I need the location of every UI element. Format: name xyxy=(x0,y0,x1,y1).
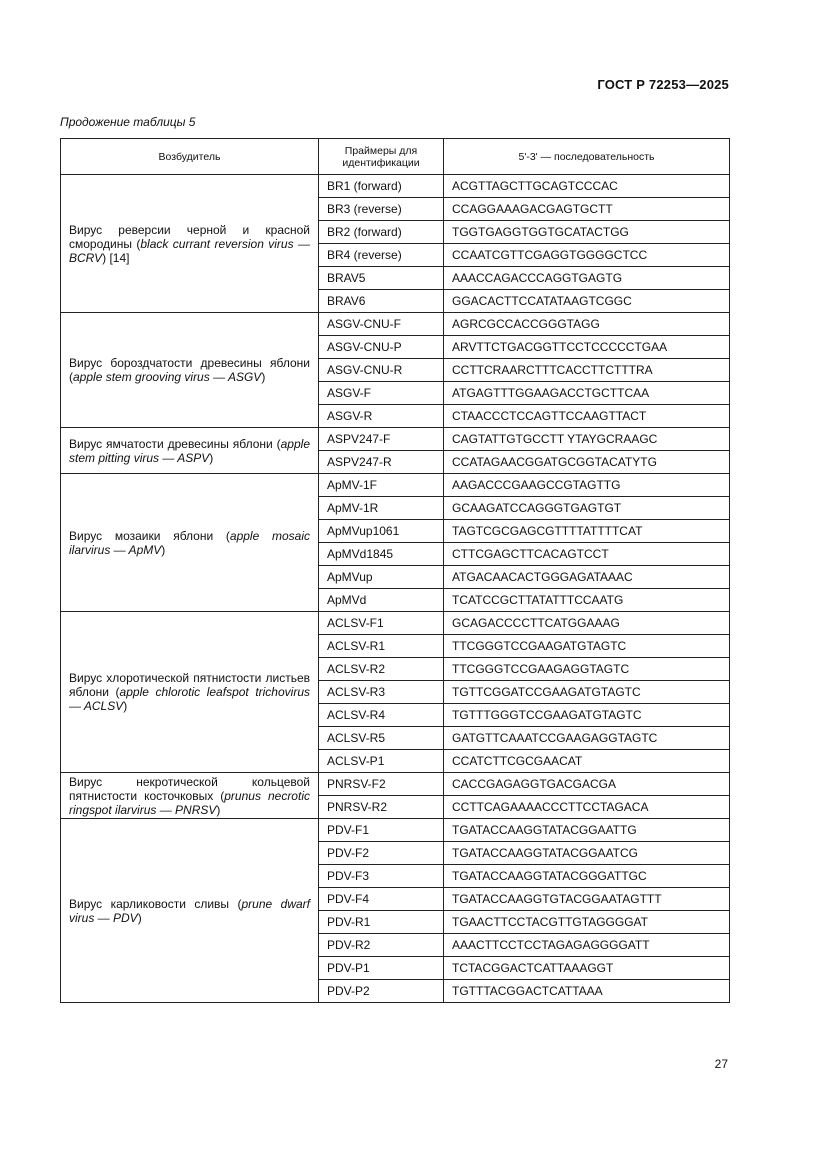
pathogen-name-suffix: ) [14] xyxy=(102,250,130,265)
table-row xyxy=(61,474,730,497)
primer-name-cell: ApMVd1845 xyxy=(319,543,444,566)
pathogen-latin-name: apple chlorotic leafspot trichovirus — ACLSV xyxy=(69,685,310,713)
sequence-cell: TGATACCAAGGTGTACGGAATAGTTT xyxy=(444,888,730,911)
sequence-cell: CCAATCGTTCGAGGTGGGGCTCC xyxy=(444,244,730,267)
sequence-cell: TGTTTACGGACTCATTAAA xyxy=(444,980,730,1003)
primer-name-cell: ApMVd xyxy=(319,589,444,612)
sequence-cell: TCATCCGCTTATATTTCCAATG xyxy=(444,589,730,612)
sequence-cell: TGTTTGGGTCCGAAGATGTAGTC xyxy=(444,704,730,727)
sequence-cell: ACGTTAGCTTGCAGTCCCAC xyxy=(444,175,730,198)
page-number: 27 xyxy=(714,1057,728,1071)
sequence-cell: CTTCGAGCTTCACAGTCCT xyxy=(444,543,730,566)
pathogen-name-suffix: ) xyxy=(261,370,266,384)
sequence-cell: TGAACTTCCTACGTTGTAGGGGAT xyxy=(444,911,730,934)
primer-name-cell: ASGV-CNU-F xyxy=(319,313,444,336)
table-header-row xyxy=(61,139,730,175)
sequence-cell: CCAGGAAAGACGAGTGCTT xyxy=(444,198,730,221)
pathogen-name: Вирус карликовости сливы ( xyxy=(69,896,242,911)
primer-name-cell: PDV-P2 xyxy=(319,980,444,1003)
sequence-cell: TGATACCAAGGTATACGGGATTGC xyxy=(444,865,730,888)
pathogen-name: Вирус некротической кольцевой пятнистости косточковых ( xyxy=(69,774,310,803)
primer-name-cell: ACLSV-R1 xyxy=(319,635,444,658)
pathogen-latin-name: prunus necrotic ringspot ilarvirus — PNRSV xyxy=(69,788,310,817)
pathogen-latin-name: apple mosaic ilarvirus — ApMV xyxy=(69,528,310,557)
primer-name-cell: PDV-F4 xyxy=(319,888,444,911)
pathogen-cell xyxy=(61,313,319,428)
pathogen-cell xyxy=(61,612,319,773)
primer-name-cell: BRAV6 xyxy=(319,290,444,313)
sequence-cell: TGTTCGGATCCGAAGATGTAGTC xyxy=(444,681,730,704)
table-row xyxy=(61,773,730,796)
sequence-cell: CACCGAGAGGTGACGACGA xyxy=(444,773,730,796)
primer-name-cell: PDV-P1 xyxy=(319,957,444,980)
primer-name-cell: ASGV-CNU-P xyxy=(319,336,444,359)
sequence-cell: TGGTGAGGTGGTGCATACTGG xyxy=(444,221,730,244)
pathogen-latin-name: black currant reversion virus — BCRV xyxy=(69,236,310,265)
table-row xyxy=(61,428,730,451)
sequence-cell: TTCGGGTCCGAAGAGGTAGTC xyxy=(444,658,730,681)
pathogen-name-suffix: ) xyxy=(209,450,214,465)
sequence-cell: TGATACCAAGGTATACGGAATTG xyxy=(444,819,730,842)
sequence-cell: CCTTCAGAAAACCCTTCCTAGACA xyxy=(444,796,730,819)
sequence-cell: ARVTTCTGACGGTTCCTCCCCCTGAA xyxy=(444,336,730,359)
primer-name-cell: ACLSV-P1 xyxy=(319,750,444,773)
pathogen-name: Вирус ямчатости древесины яблони ( xyxy=(69,436,281,451)
column-header-primers: Праймеры для идентификации xyxy=(319,139,444,175)
pathogen-name-suffix: ) xyxy=(216,802,221,817)
column-header-sequence: 5'-3' — последовательность xyxy=(444,139,730,175)
primer-name-cell: ApMVup1061 xyxy=(319,520,444,543)
pathogen-latin-name: prune dwarf virus — PDV xyxy=(69,896,310,925)
sequence-cell: GATGTTCAAATCCGAAGAGGTAGTC xyxy=(444,727,730,750)
sequence-cell: CCTTCRAARCTTTCACCTTCTTTRA xyxy=(444,359,730,382)
primer-name-cell: BR3 (reverse) xyxy=(319,198,444,221)
primer-name-cell: PDV-R2 xyxy=(319,934,444,957)
primer-name-cell: ASPV247-F xyxy=(319,428,444,451)
sequence-cell: AAACCAGACCCAGGTGAGTG xyxy=(444,267,730,290)
primer-name-cell: PDV-R1 xyxy=(319,911,444,934)
sequence-cell: ATGAGTTTGGAAGACCTGCTTCAA xyxy=(444,382,730,405)
table-row xyxy=(61,612,730,635)
primer-name-cell: ACLSV-R5 xyxy=(319,727,444,750)
primer-name-cell: PDV-F2 xyxy=(319,842,444,865)
pathogen-cell xyxy=(61,819,319,1003)
primer-name-cell: BR2 (forward) xyxy=(319,221,444,244)
sequence-cell: GCAAGATCCAGGGTGAGTGT xyxy=(444,497,730,520)
primer-name-cell: PNRSV-F2 xyxy=(319,773,444,796)
sequence-cell: TGATACCAAGGTATACGGAATCG xyxy=(444,842,730,865)
pathogen-name-suffix: ) xyxy=(161,542,166,557)
primer-name-cell: BR4 (reverse) xyxy=(319,244,444,267)
sequence-cell: CTAACCCTCCAGTTCCAAGTTACT xyxy=(444,405,730,428)
primer-name-cell: ASGV-CNU-R xyxy=(319,359,444,382)
sequence-cell: AAGACCCGAAGCCGTAGTTG xyxy=(444,474,730,497)
sequence-cell: AAACTTCCTCCTAGAGAGGGGATT xyxy=(444,934,730,957)
primer-name-cell: BRAV5 xyxy=(319,267,444,290)
sequence-cell: GCAGACCCCTTCATGGAAAG xyxy=(444,612,730,635)
primer-name-cell: ACLSV-R2 xyxy=(319,658,444,681)
pathogen-name: Вирус бороздчатости древесины яблони ( xyxy=(69,356,310,384)
pathogen-cell xyxy=(61,428,319,474)
primer-name-cell: PDV-F1 xyxy=(319,819,444,842)
document-standard-number: ГОСТ Р 72253—2025 xyxy=(597,77,729,92)
primers-table xyxy=(60,138,730,1003)
table-row xyxy=(61,819,730,842)
pathogen-name-suffix: ) xyxy=(123,699,128,713)
sequence-cell: CCATCTTCGCGAACAT xyxy=(444,750,730,773)
primer-name-cell: ApMVup xyxy=(319,566,444,589)
table-row xyxy=(61,175,730,198)
table-row xyxy=(61,313,730,336)
primer-name-cell: ApMV-1R xyxy=(319,497,444,520)
sequence-cell: TCTACGGACTCATTAAAGGT xyxy=(444,957,730,980)
sequence-cell: CCATAGAACGGATGCGGTACATYTG xyxy=(444,451,730,474)
pathogen-name-suffix: ) xyxy=(137,910,142,925)
primer-name-cell: ApMV-1F xyxy=(319,474,444,497)
sequence-cell: GGACACTTCCATATAAGTCGGC xyxy=(444,290,730,313)
pathogen-cell xyxy=(61,773,319,819)
pathogen-name: Вирус реверсии черной и красной смородины ( xyxy=(69,222,310,251)
pathogen-name: Вирус хлоротической пятнистости листьев яблони ( xyxy=(69,671,310,699)
sequence-cell: ATGACAACACTGGGAGATAAAC xyxy=(444,566,730,589)
sequence-cell: TAGTCGCGAGCGTTTTATTTTCAT xyxy=(444,520,730,543)
primer-name-cell: PNRSV-R2 xyxy=(319,796,444,819)
sequence-cell: TTCGGGTCCGAAGATGTAGTC xyxy=(444,635,730,658)
pathogen-name: Вирус мозаики яблони ( xyxy=(69,528,230,543)
primer-name-cell: ASGV-R xyxy=(319,405,444,428)
primer-name-cell: PDV-F3 xyxy=(319,865,444,888)
pathogen-latin-name: apple stem pitting virus — ASPV xyxy=(69,436,310,465)
primer-name-cell: ACLSV-F1 xyxy=(319,612,444,635)
pathogen-cell xyxy=(61,175,319,313)
pathogen-latin-name: apple stem grooving virus — ASGV xyxy=(73,370,262,384)
primer-name-cell: ASGV-F xyxy=(319,382,444,405)
sequence-cell: CAGTATTGTGCCTT YTAYGCRAAGC xyxy=(444,428,730,451)
table-caption: Продожение таблицы 5 xyxy=(60,115,196,129)
column-header-agent: Возбудитель xyxy=(61,139,319,175)
pathogen-cell xyxy=(61,474,319,612)
primer-name-cell: ASPV247-R xyxy=(319,451,444,474)
sequence-cell: AGRCGCCACCGGGTAGG xyxy=(444,313,730,336)
table-body xyxy=(61,175,730,1003)
primer-name-cell: BR1 (forward) xyxy=(319,175,444,198)
primer-name-cell: ACLSV-R3 xyxy=(319,681,444,704)
primer-name-cell: ACLSV-R4 xyxy=(319,704,444,727)
